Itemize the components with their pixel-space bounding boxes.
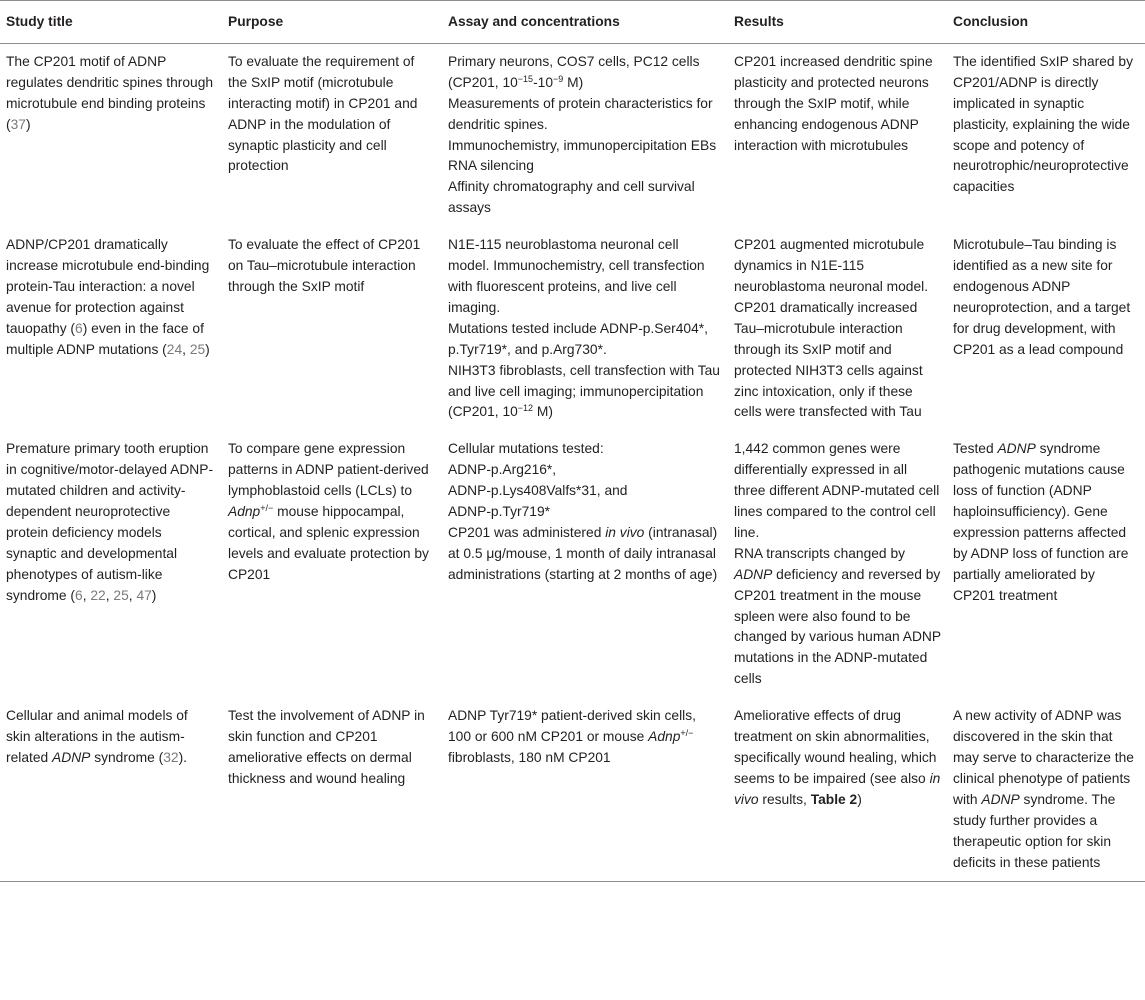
reference-link[interactable]: 25 xyxy=(189,341,206,357)
cell-results: CP201 augmented microtubule dynamics in N1E-115 neuroblastoma neuronal model. CP201 dramatically increased Tau–microtubule interaction through its SxIP motif and protected NIH3T3 cells against zinc intoxication, only if these cells were transfected with Tau xyxy=(734,237,929,420)
header-assay: Assay and concentrations xyxy=(442,1,728,44)
header-study-title: Study title xyxy=(0,1,222,44)
reference-link[interactable]: 32 xyxy=(163,750,179,765)
cell-study-title: Cellular and animal models of skin alterations in the autism-related ADNP syndrome (32). xyxy=(0,698,222,882)
results-paragraph: RNA transcripts changed by ADNP deficiency and reversed by CP201 treatment in the mouse spleen were also found to be changed by various human ADNP mutations in the ADNP-mutated cells xyxy=(734,545,941,687)
table-row xyxy=(0,43,1145,227)
cell-purpose: To compare gene expression patterns in ADNP patient-derived lymphoblastoid cells (LCLs) to Adnp+/− mouse hippocampal, cortical, and splenic expression levels and evaluate protection by CP201 xyxy=(228,441,429,582)
reference-link[interactable]: 25 xyxy=(113,587,129,603)
header-conclusion: Conclusion xyxy=(947,1,1145,44)
cell-study-title xyxy=(0,43,222,227)
cell-purpose: Test the involvement of ADNP in skin function and CP201 ameliorative effects on dermal thickness and wound healing xyxy=(222,698,442,882)
cell-results xyxy=(728,431,947,698)
header-results: Results xyxy=(728,1,947,44)
cell-conclusion: The identified SxIP shared by CP201/ADNP is directly implicated in synaptic plasticity, explaining the wide scope and potency of neurotrophic/neuroprotective capacities xyxy=(953,53,1133,195)
cell-assay xyxy=(442,227,728,431)
reference-link[interactable]: 22 xyxy=(90,587,106,603)
table-row xyxy=(0,698,1145,882)
cell-conclusion: Microtubule–Tau binding is identified as a new site for endogenous ADNP neuroprotection, and a target for drug development, with CP201 as a lead compound xyxy=(953,237,1131,357)
cell-conclusion: Tested ADNP syndrome pathogenic mutations cause loss of function (ADNP haploinsufficiency). Gene expression patterns affected by ADNP loss of function are partially ameliorated by CP201 treatment xyxy=(953,441,1129,603)
cell-purpose: To evaluate the effect of CP201 on Tau–microtubule interaction through the SxIP motif xyxy=(228,237,421,294)
title-text: The CP201 motif of ADNP regulates dendritic spines through microtubule end binding proteins ( xyxy=(6,53,214,132)
assay-line: ADNP-p.Arg216*, xyxy=(448,462,557,478)
assay-line: (CP201, $10^{-12}$ M) xyxy=(448,403,553,420)
cell-purpose: To evaluate the requirement of the SxIP motif (microtubule interacting motif) in CP201 and ADNP in the modulation of synaptic plasticity and cell protection xyxy=(228,53,418,174)
assay-line: Cellular mutations tested: xyxy=(448,441,604,457)
cell-study-title: ADNP/CP201 dramatically increase microtubule end-binding protein-Tau interaction: a novel avenue for protection against tauopathy (6) even in the face of multiple ADNP mutations (24, 25) xyxy=(6,237,210,357)
reference-link[interactable]: 6 xyxy=(75,320,83,336)
assay-line: CP201 was administered in vivo (intranasal) at 0.5 μg/mouse, 1 month of daily intranasal administrations (starting at 2 months of age) xyxy=(448,524,718,582)
header-row xyxy=(0,1,1145,44)
table-row xyxy=(0,431,1145,698)
table-row xyxy=(0,227,1145,431)
cell-results: Ameliorative effects of drug treatment on skin abnormalities, specifically wound healing, which seems to be impaired (see also in vivo results, Table 2) xyxy=(728,698,947,882)
cell-assay xyxy=(442,43,728,227)
table-reference-link[interactable]: Table 2 xyxy=(810,791,858,807)
header-purpose: Purpose xyxy=(222,1,442,44)
reference-link[interactable]: 6 xyxy=(75,587,83,603)
reference-link[interactable]: 24 xyxy=(166,341,183,357)
results-paragraph: 1,442 common genes were differentially expressed in all three different ADNP-mutated cell lines compared to the control cell line. xyxy=(734,441,940,540)
assay-line: ADNP-p.Tyr719* xyxy=(448,504,550,520)
assay-line: Measurements of protein characteristics for dendritic spines. xyxy=(448,95,713,132)
cell-conclusion: A new activity of ADNP was discovered in the skin that may serve to characterize the clinical phenotype of patients with ADNP syndrome. The study further provides a therapeutic option for skin deficits in these patients xyxy=(947,698,1145,882)
cell-study-title: Premature primary tooth eruption in cognitive/motor-delayed ADNP-mutated children and activity-dependent neuroprotective protein deficiency models synaptic and developmental phenotypes of autism-like syndrome (6, 22, 25, 47) xyxy=(6,441,214,603)
reference-link[interactable]: 47 xyxy=(136,587,152,603)
assay-line: Immunochemistry, immunopercipitation EBs RNA silencing xyxy=(448,137,717,174)
cell-results: CP201 increased dendritic spine plasticity and protected neurons through the SxIP motif, while enhancing endogenous ADNP interaction with microtubules xyxy=(734,53,933,153)
assay-line: NIH3T3 fibroblasts, cell transfection with Tau and live cell imaging; immunopercipitation xyxy=(448,362,720,399)
cell-assay: ADNP Tyr719* patient-derived skin cells, 100 or 600 nM CP201 or mouse Adnp+/− fibroblasts, 180 nM CP201 xyxy=(442,698,728,882)
assay-line: ADNP-p.Lys408Valfs*31, and xyxy=(448,483,628,499)
assay-line: N1E-115 neuroblastoma neuronal cell model. Immunochemistry, cell transfection with fluorescent proteins, and live cell imaging. xyxy=(448,237,705,315)
reference-link[interactable]: 37 xyxy=(10,116,26,132)
assay-line: Primary neurons, COS7 cells, PC12 cells (CP201, $10^{-15}-10^{-9}$ M) xyxy=(448,53,700,90)
cell-assay xyxy=(442,431,728,698)
assay-line: Mutations tested include ADNP-p.Ser404*, p.Tyr719*, and p.Arg730*. xyxy=(448,320,708,357)
title-text: ) xyxy=(25,116,31,132)
assay-line: Affinity chromatography and cell survival assays xyxy=(448,179,695,216)
